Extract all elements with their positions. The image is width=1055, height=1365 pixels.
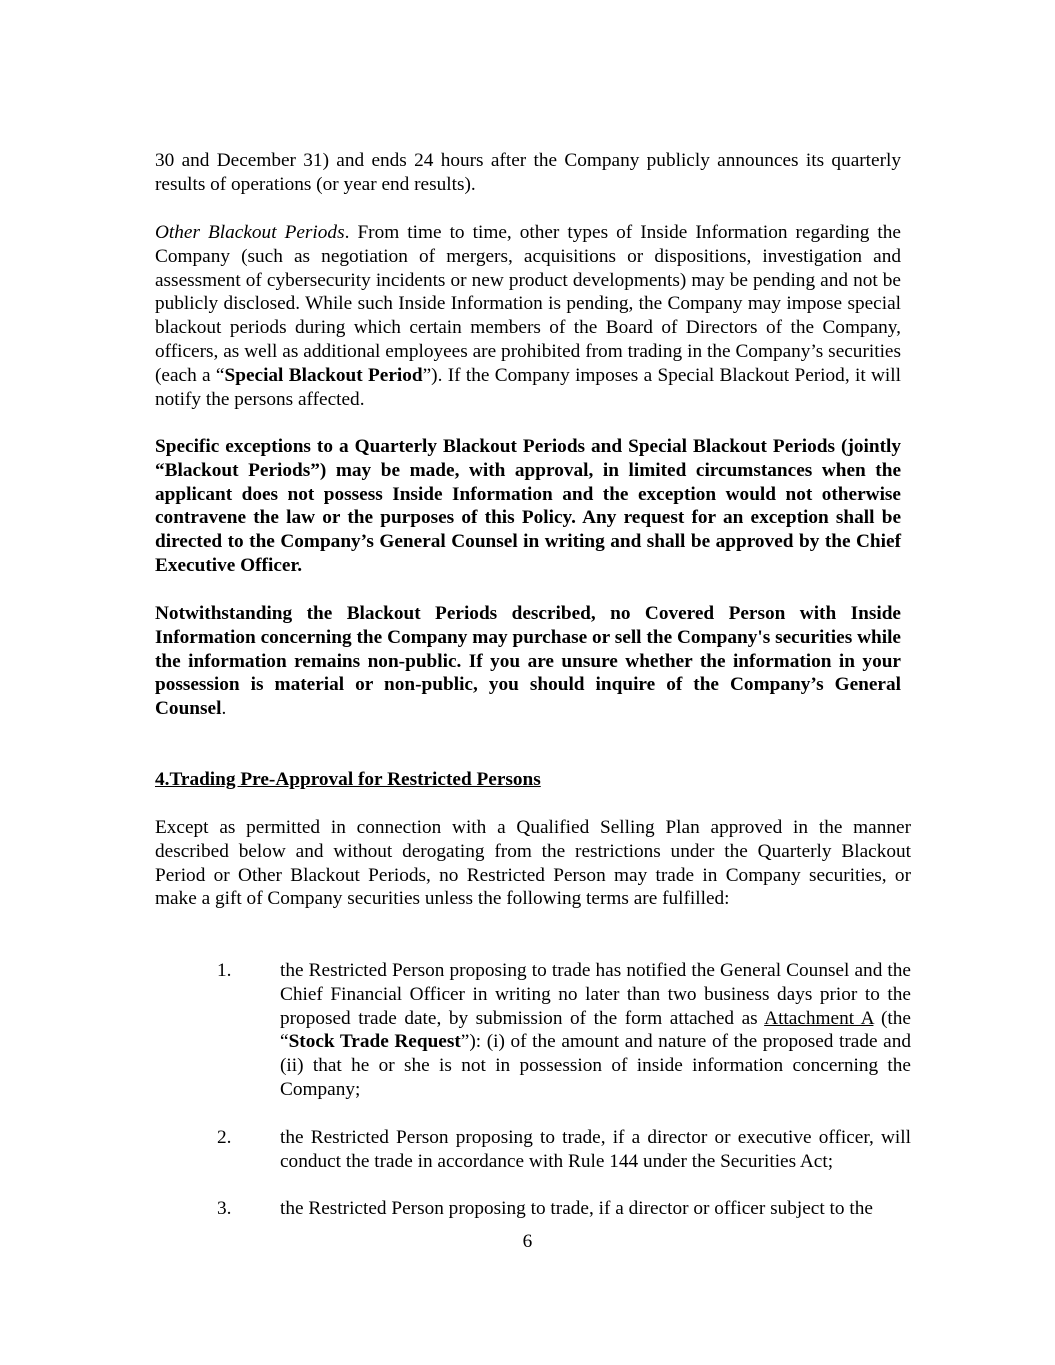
- list-item-text-part: (the “: [280, 1007, 911, 1053]
- list-item-text-part: ”): (i) of the amount and nature of the proposed trade and (ii) that he or she is not in possession of inside information concerning the Company;: [280, 1031, 911, 1100]
- section-4-intro: Except as permitted in connection with a Qualified Selling Plan approved in the manner described below and without derogating from the restrictions under the Quarterly Blackout Period or Other Blackout Periods, no Restricted Person may trade in Company securities, or make a gift of Company securities unless the following terms are fulfilled:: [155, 817, 911, 910]
- list-item-text: the Restricted Person proposing to trade, if a director or executive officer, will conduct the trade in accordance with Rule 144 under the Securities Act;: [280, 1127, 911, 1172]
- other-blackout-text-2: ”). If the Company imposes a Special Blackout Period, it will notify the persons affected.: [155, 364, 901, 410]
- list-item-text: the Restricted Person proposing to trade, if a director or officer subject to the: [280, 1198, 873, 1219]
- paragraph-exceptions: Specific exceptions to a Quarterly Blackout Periods and Special Blackout Periods (jointly “Blackout Periods”) may be made, with approval, in limited circumstances when the applicant does not possess Inside Information and the exception would not otherwise contravene the law or the purposes of this Policy. Any request for an exception shall be directed to the Company’s General Counsel in writing and shall be approved by the Chief Executive Officer.: [155, 436, 901, 576]
- list-item-number: 3.: [217, 1198, 232, 1219]
- notwithstanding-bold-text: Notwithstanding the Blackout Periods described, no Covered Person with Inside Information concerning the Company may purchase or sell the Company's securities while the information remains non-public. If you are unsure whether the information in your possession is material or non-public, you should inquire of the Company’s General Counsel: [155, 603, 901, 720]
- page-number: 6: [522, 1231, 533, 1252]
- paragraph-other-blackout: [155, 221, 901, 411]
- attachment-a-reference: Attachment A: [764, 1007, 874, 1029]
- notwithstanding-end: .: [221, 698, 227, 720]
- list-item-number: 2.: [217, 1127, 232, 1148]
- list-item-number: 1.: [217, 960, 232, 981]
- other-blackout-title: Other Blackout Periods: [155, 222, 345, 243]
- paragraph-intro: 30 and December 31) and ends 24 hours after the Company publicly announces its quarterly results of operations (or year end results).: [155, 150, 901, 195]
- section-4-heading: 4.Trading Pre-Approval for Restricted Persons: [155, 769, 541, 790]
- stock-trade-request-term: Stock Trade Request: [288, 1031, 461, 1053]
- paragraph-notwithstanding: [155, 602, 901, 721]
- other-blackout-text-1: . From time to time, other types of Inside Information regarding the Company (such as negotiation of mergers, acquisitions or dispositions, investigation and assessment of cybersecurity incidents or new product developments) may be pending and not be publicly disclosed. While such Inside Information is pending, the Company may impose special blackout periods during which certain members of the Board of Directors of the Company, officers, as well as additional employees are prohibited from trading in the Company’s securities (each a “: [155, 222, 901, 386]
- special-blackout-term: Special Blackout Period: [224, 364, 423, 386]
- list-item-text: [280, 959, 911, 1102]
- list-item-text-part: the Restricted Person proposing to trade has notified the General Counsel and the Chief Financial Officer in writing no later than two business days prior to the proposed trade date, by submission of the form attached as: [280, 960, 911, 1029]
